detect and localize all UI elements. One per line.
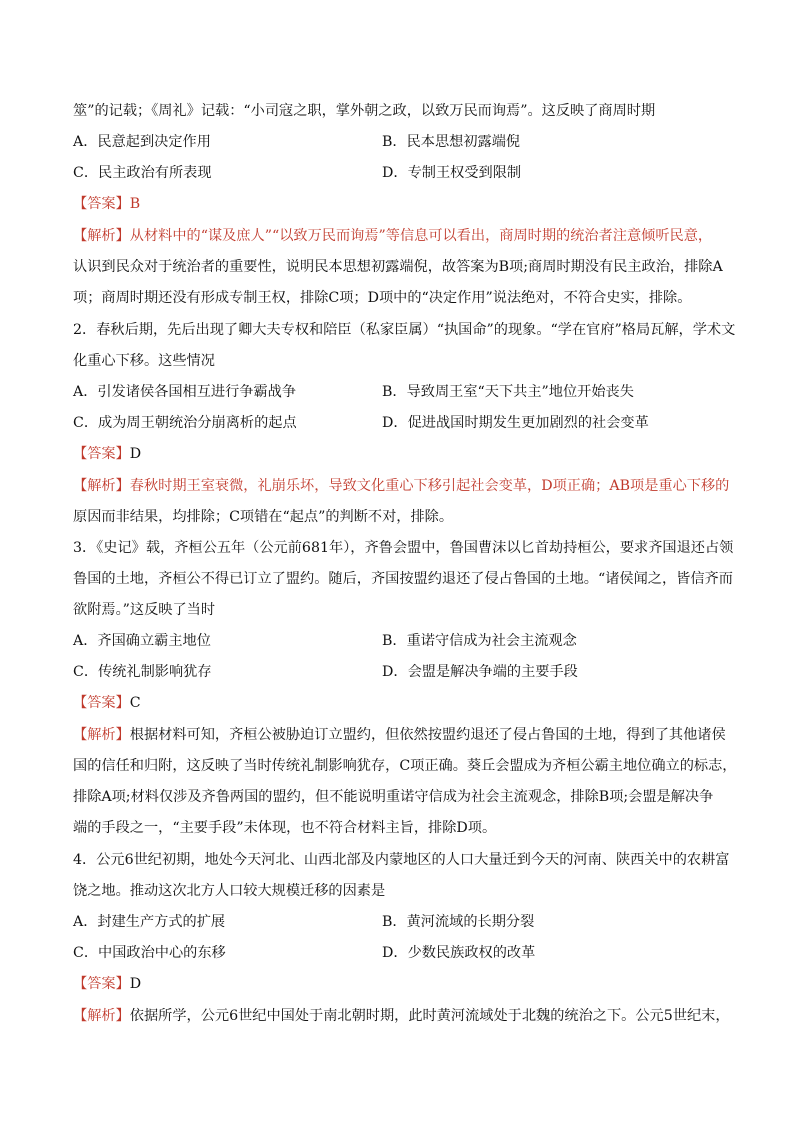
analysis-tag: 【解析】: [73, 478, 130, 494]
answer-value: C: [129, 695, 141, 711]
option-c: C．民主政治有所表现: [73, 165, 212, 181]
option-d: D．会盟是解决争端的主要手段: [382, 664, 578, 680]
analysis-line: 国的信任和归附，这反映了当时传统礼制影响犹存，C项正确。葵丘会盟成为齐桓公霸主地位确立的标志，: [73, 758, 737, 774]
option-c: C．成为周王朝统治分崩离析的起点: [73, 415, 297, 431]
question-2-stem: 化重心下移。这些情况: [73, 353, 215, 369]
analysis-line: 端的手段之一，“主要手段”未体现，也不符合材料主旨，排除D项。: [73, 820, 497, 836]
analysis-text: 根据材料可知，齐桓公被胁迫订立盟约，但依然按盟约退还了侵占鲁国的土地，得到了其他诸侯: [129, 727, 726, 743]
answer-tag: 【答案】: [73, 446, 130, 462]
option-b: B．民本思想初露端倪: [382, 134, 521, 150]
analysis-tag: 【解析】: [73, 727, 130, 743]
option-a: A．引发诸侯各国相互进行争霸战争: [73, 384, 297, 400]
analysis-tag: 【解析】: [73, 1008, 130, 1024]
answer-line: [73, 194, 140, 214]
question-1-stem: 筮”的记载；《周礼》记载：“小司寇之职，掌外朝之政，以致万民而询焉”。这反映了商周时期: [73, 103, 656, 119]
option-b: B．导致周王室“天下共主”地位开始丧失: [382, 384, 634, 400]
analysis-line: 认识到民众对于统治者的重要性，说明民本思想初露端倪，故答案为B项;商周时期没有民主政治，排除A: [73, 259, 723, 275]
option-c: C．传统礼制影响犹存: [73, 664, 212, 680]
option-a: A．民意起到决定作用: [73, 134, 211, 150]
option-b: B．黄河流域的长期分裂: [382, 914, 535, 930]
question-3-stem: 欲附焉。”这反映了当时: [73, 602, 216, 618]
analysis-line: [73, 476, 729, 496]
question-3-stem: 鲁国的土地，齐桓公不得已订立了盟约。随后，齐国按盟约退还了侵占鲁国的土地。“诸侯闻之，皆信齐而: [73, 571, 733, 587]
answer-line: [73, 693, 141, 713]
answer-value: D: [129, 976, 142, 992]
answer-value: B: [129, 196, 141, 212]
option-d: D．少数民族政权的改革: [382, 945, 536, 961]
answer-line: [73, 974, 141, 994]
option-a: A．封建生产方式的扩展: [73, 914, 226, 930]
answer-tag: 【答案】: [73, 196, 130, 212]
analysis-line: [73, 1006, 730, 1026]
answer-line: [73, 444, 141, 464]
analysis-line: [73, 226, 712, 246]
question-2-stem: 2．春秋后期，先后出现了卿大夫专权和陪臣（私家臣属）“执国命”的现象。“学在官府”格局瓦解，学术文: [73, 322, 736, 338]
analysis-text: 春秋时期王室衰微，礼崩乐坏，导致文化重心下移引起社会变革，D项正确；AB项是重心下移的: [129, 478, 730, 494]
option-b: B．重诺守信成为社会主流观念: [382, 633, 577, 649]
option-c: C．中国政治中心的东移: [73, 945, 226, 961]
question-4-stem: 饶之地。推动这次北方人口较大规模迁移的因素是: [73, 883, 386, 899]
analysis-line: 排除A项;材料仅涉及齐鲁两国的盟约，但不能说明重诺守信成为社会主流观念，排除B项;会盟是解决争: [73, 789, 714, 805]
analysis-line: 原因而非结果，均排除；C项错在“起点”的判断不对，排除。: [73, 509, 454, 525]
analysis-text: 依据所学，公元6世纪中国处于南北朝时期，此时黄河流域处于北魏的统治之下。公元5世纪末，: [129, 1008, 730, 1024]
question-4-stem: 4．公元6世纪初期，地处今天河北、山西北部及内蒙地区的人口大量迁到今天的河南、陕西关中的农耕富: [73, 852, 730, 868]
answer-tag: 【答案】: [73, 976, 130, 992]
question-3-stem: 3．《史记》载，齐桓公五年（公元前681年），齐鲁会盟中，鲁国曹沫以匕首劫持桓公，要求齐国退还占领: [73, 540, 734, 556]
option-d: D．促进战国时期发生更加剧烈的社会变革: [382, 415, 649, 431]
analysis-line: 项；商周时期还没有形成专制王权，排除C项；D项中的“决定作用”说法绝对，不符合史实，排除。: [73, 290, 692, 306]
option-d: D．专制王权受到限制: [382, 165, 522, 181]
answer-value: D: [129, 446, 142, 462]
analysis-text: 从材料中的“谋及庶人”“以致万民而询焉”等信息可以看出，商周时期的统治者注意倾听民意，: [129, 228, 713, 244]
option-a: A．齐国确立霸主地位: [73, 633, 211, 649]
answer-tag: 【答案】: [73, 695, 130, 711]
analysis-line: [73, 725, 726, 745]
analysis-tag: 【解析】: [73, 228, 130, 244]
